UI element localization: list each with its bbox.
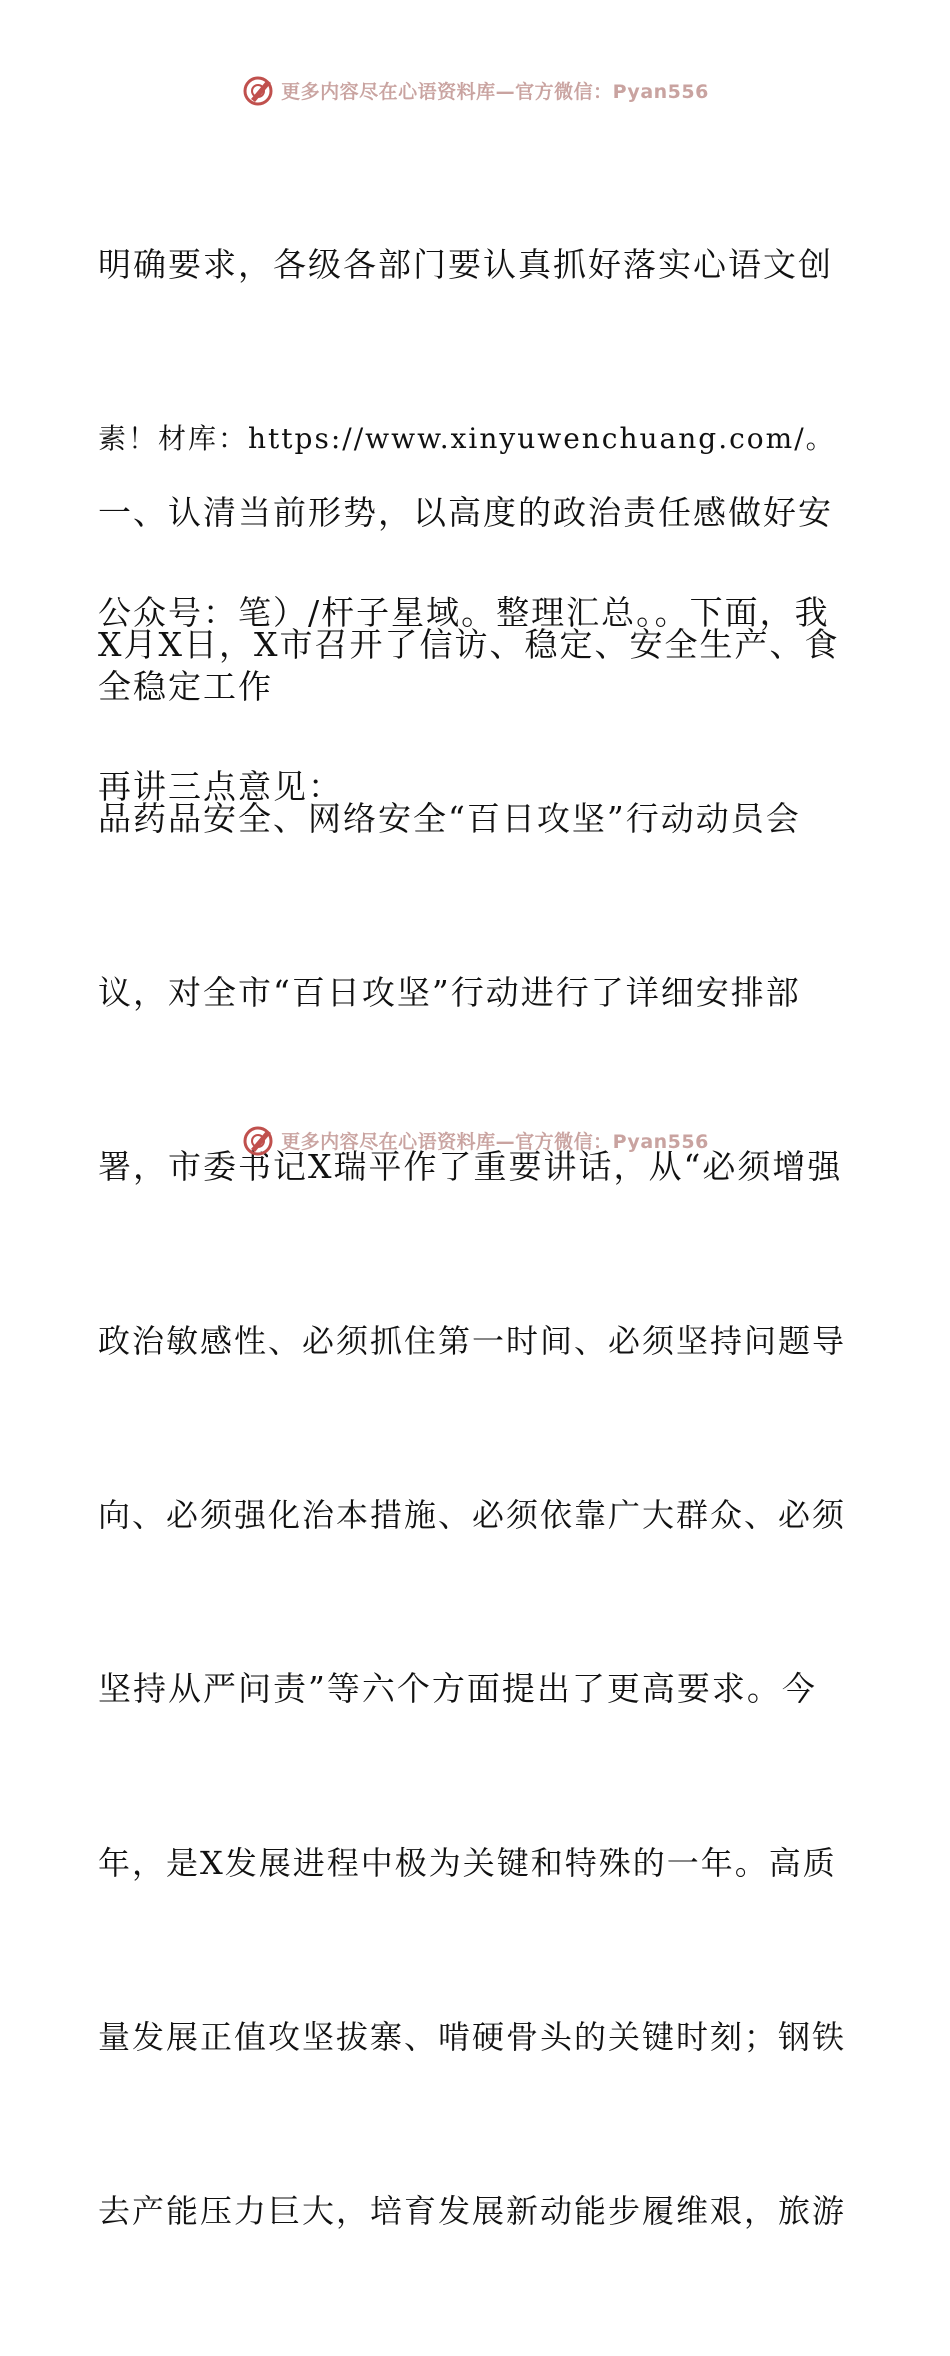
text-line: 年，是X发展进程中极为关键和特殊的一年。高质 bbox=[98, 1844, 837, 1882]
pen-logo-icon bbox=[241, 1122, 277, 1158]
text-line: 署，市委书记X瑞平作了重要讲话，从“必须增强 bbox=[98, 1147, 843, 1186]
text-line: 向、必须强化治本措施、必须依靠广大群众、必须 bbox=[98, 1496, 847, 1534]
text-line: 去产能压力巨大，培育发展新动能步履维艰，旅游 bbox=[98, 2192, 847, 2230]
pen-logo-icon bbox=[241, 72, 277, 108]
text-line: 再讲三点意见： bbox=[98, 767, 343, 806]
watermark-text: 更多内容尽在心语资料库—官方微信：Pyan556 bbox=[281, 80, 709, 103]
header-watermark bbox=[0, 70, 950, 110]
text-line: 坚持从严问责”等六个方面提出了更高要求。今 bbox=[98, 1669, 817, 1708]
text-line: 政治敏感性、必须抓住第一时间、必须坚持问题导 bbox=[98, 1322, 847, 1360]
footer-watermark bbox=[0, 1120, 950, 1160]
text-line: 品药品安全、网络安全“百日攻坚”行动动员会 bbox=[98, 799, 801, 838]
text-line: 全稳定工作 bbox=[98, 667, 273, 706]
text-line: 明确要求，各级各部门要认真抓好落实心语文创 bbox=[98, 245, 833, 284]
watermark-text: 更多内容尽在心语资料库—官方微信：Pyan556 bbox=[281, 1130, 709, 1153]
text-line: 公众号：笔）/杆子星域。整理汇总。。下面，我 bbox=[98, 593, 830, 632]
text-line: X月X日，X市召开了信访、稳定、安全生产、食 bbox=[98, 625, 840, 664]
text-line: 议，对全市“百日攻坚”行动进行了详细安排部 bbox=[98, 973, 801, 1012]
paragraph-body bbox=[98, 500, 858, 2356]
text-line: 量发展正值攻坚拔寨、啃硬骨头的关键时刻；钢铁 bbox=[98, 2018, 847, 2056]
text-line: 一、认清当前形势，以高度的政治责任感做好安 bbox=[98, 493, 833, 532]
text-line: 素！材库：https://www.xinyuwenchuang.com/。 bbox=[98, 422, 836, 455]
